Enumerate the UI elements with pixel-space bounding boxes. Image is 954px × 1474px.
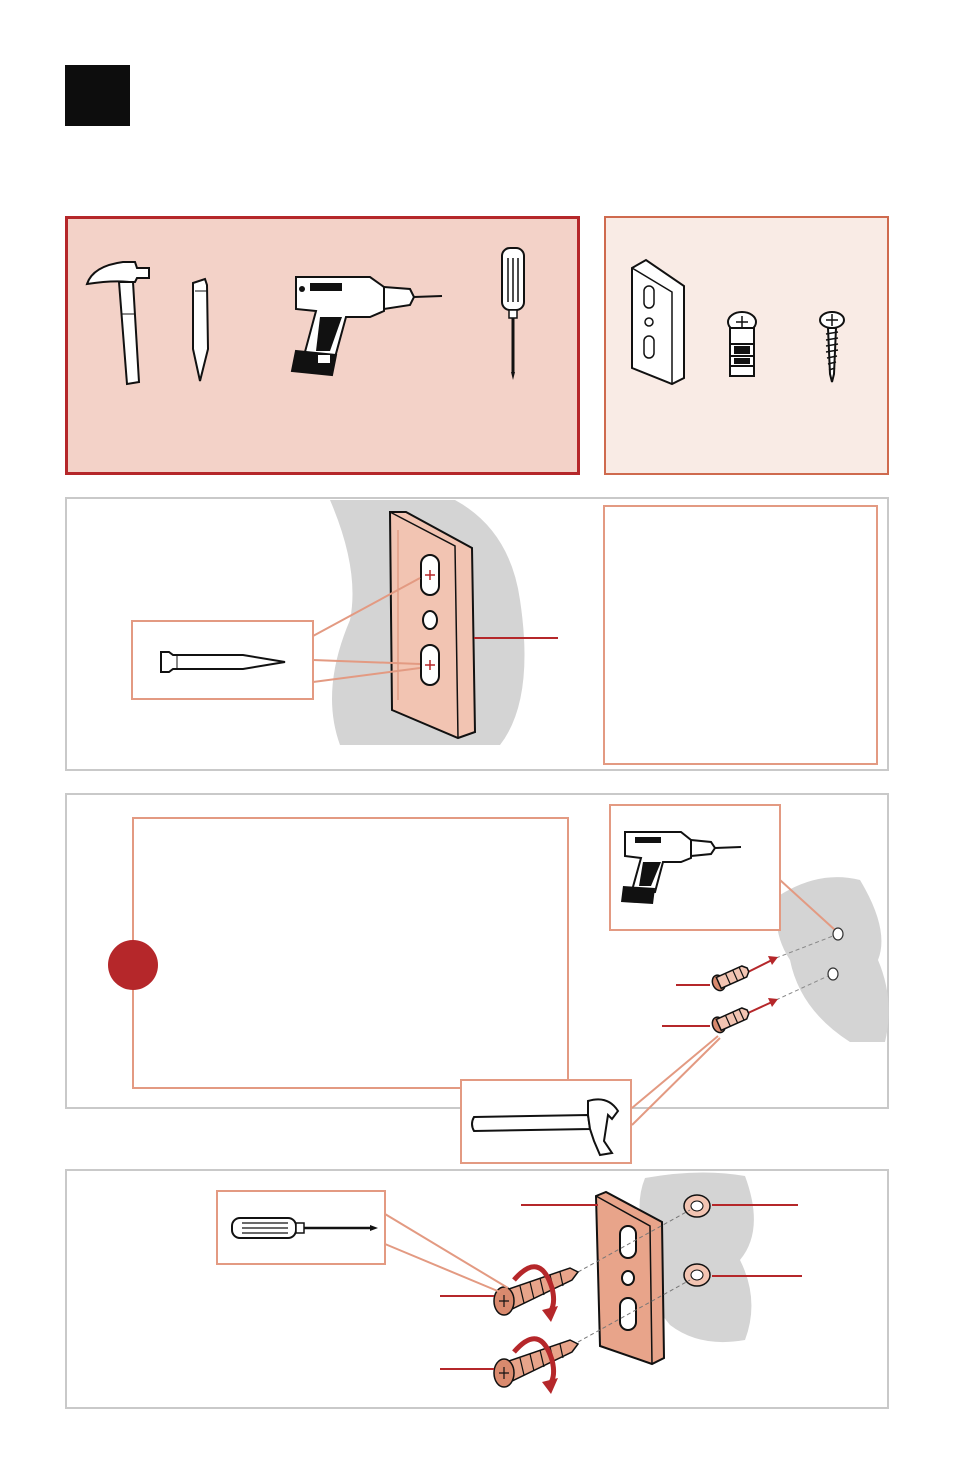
screwdriver-icon xyxy=(218,1192,388,1267)
step3-anchor-top xyxy=(684,1195,710,1217)
step3-screw-top xyxy=(494,1268,578,1315)
step3-bracket xyxy=(596,1192,664,1364)
step3-screwdriver-callout xyxy=(216,1190,386,1265)
step3-screw-bottom xyxy=(494,1340,578,1387)
step3-anchor-bottom xyxy=(684,1264,710,1286)
